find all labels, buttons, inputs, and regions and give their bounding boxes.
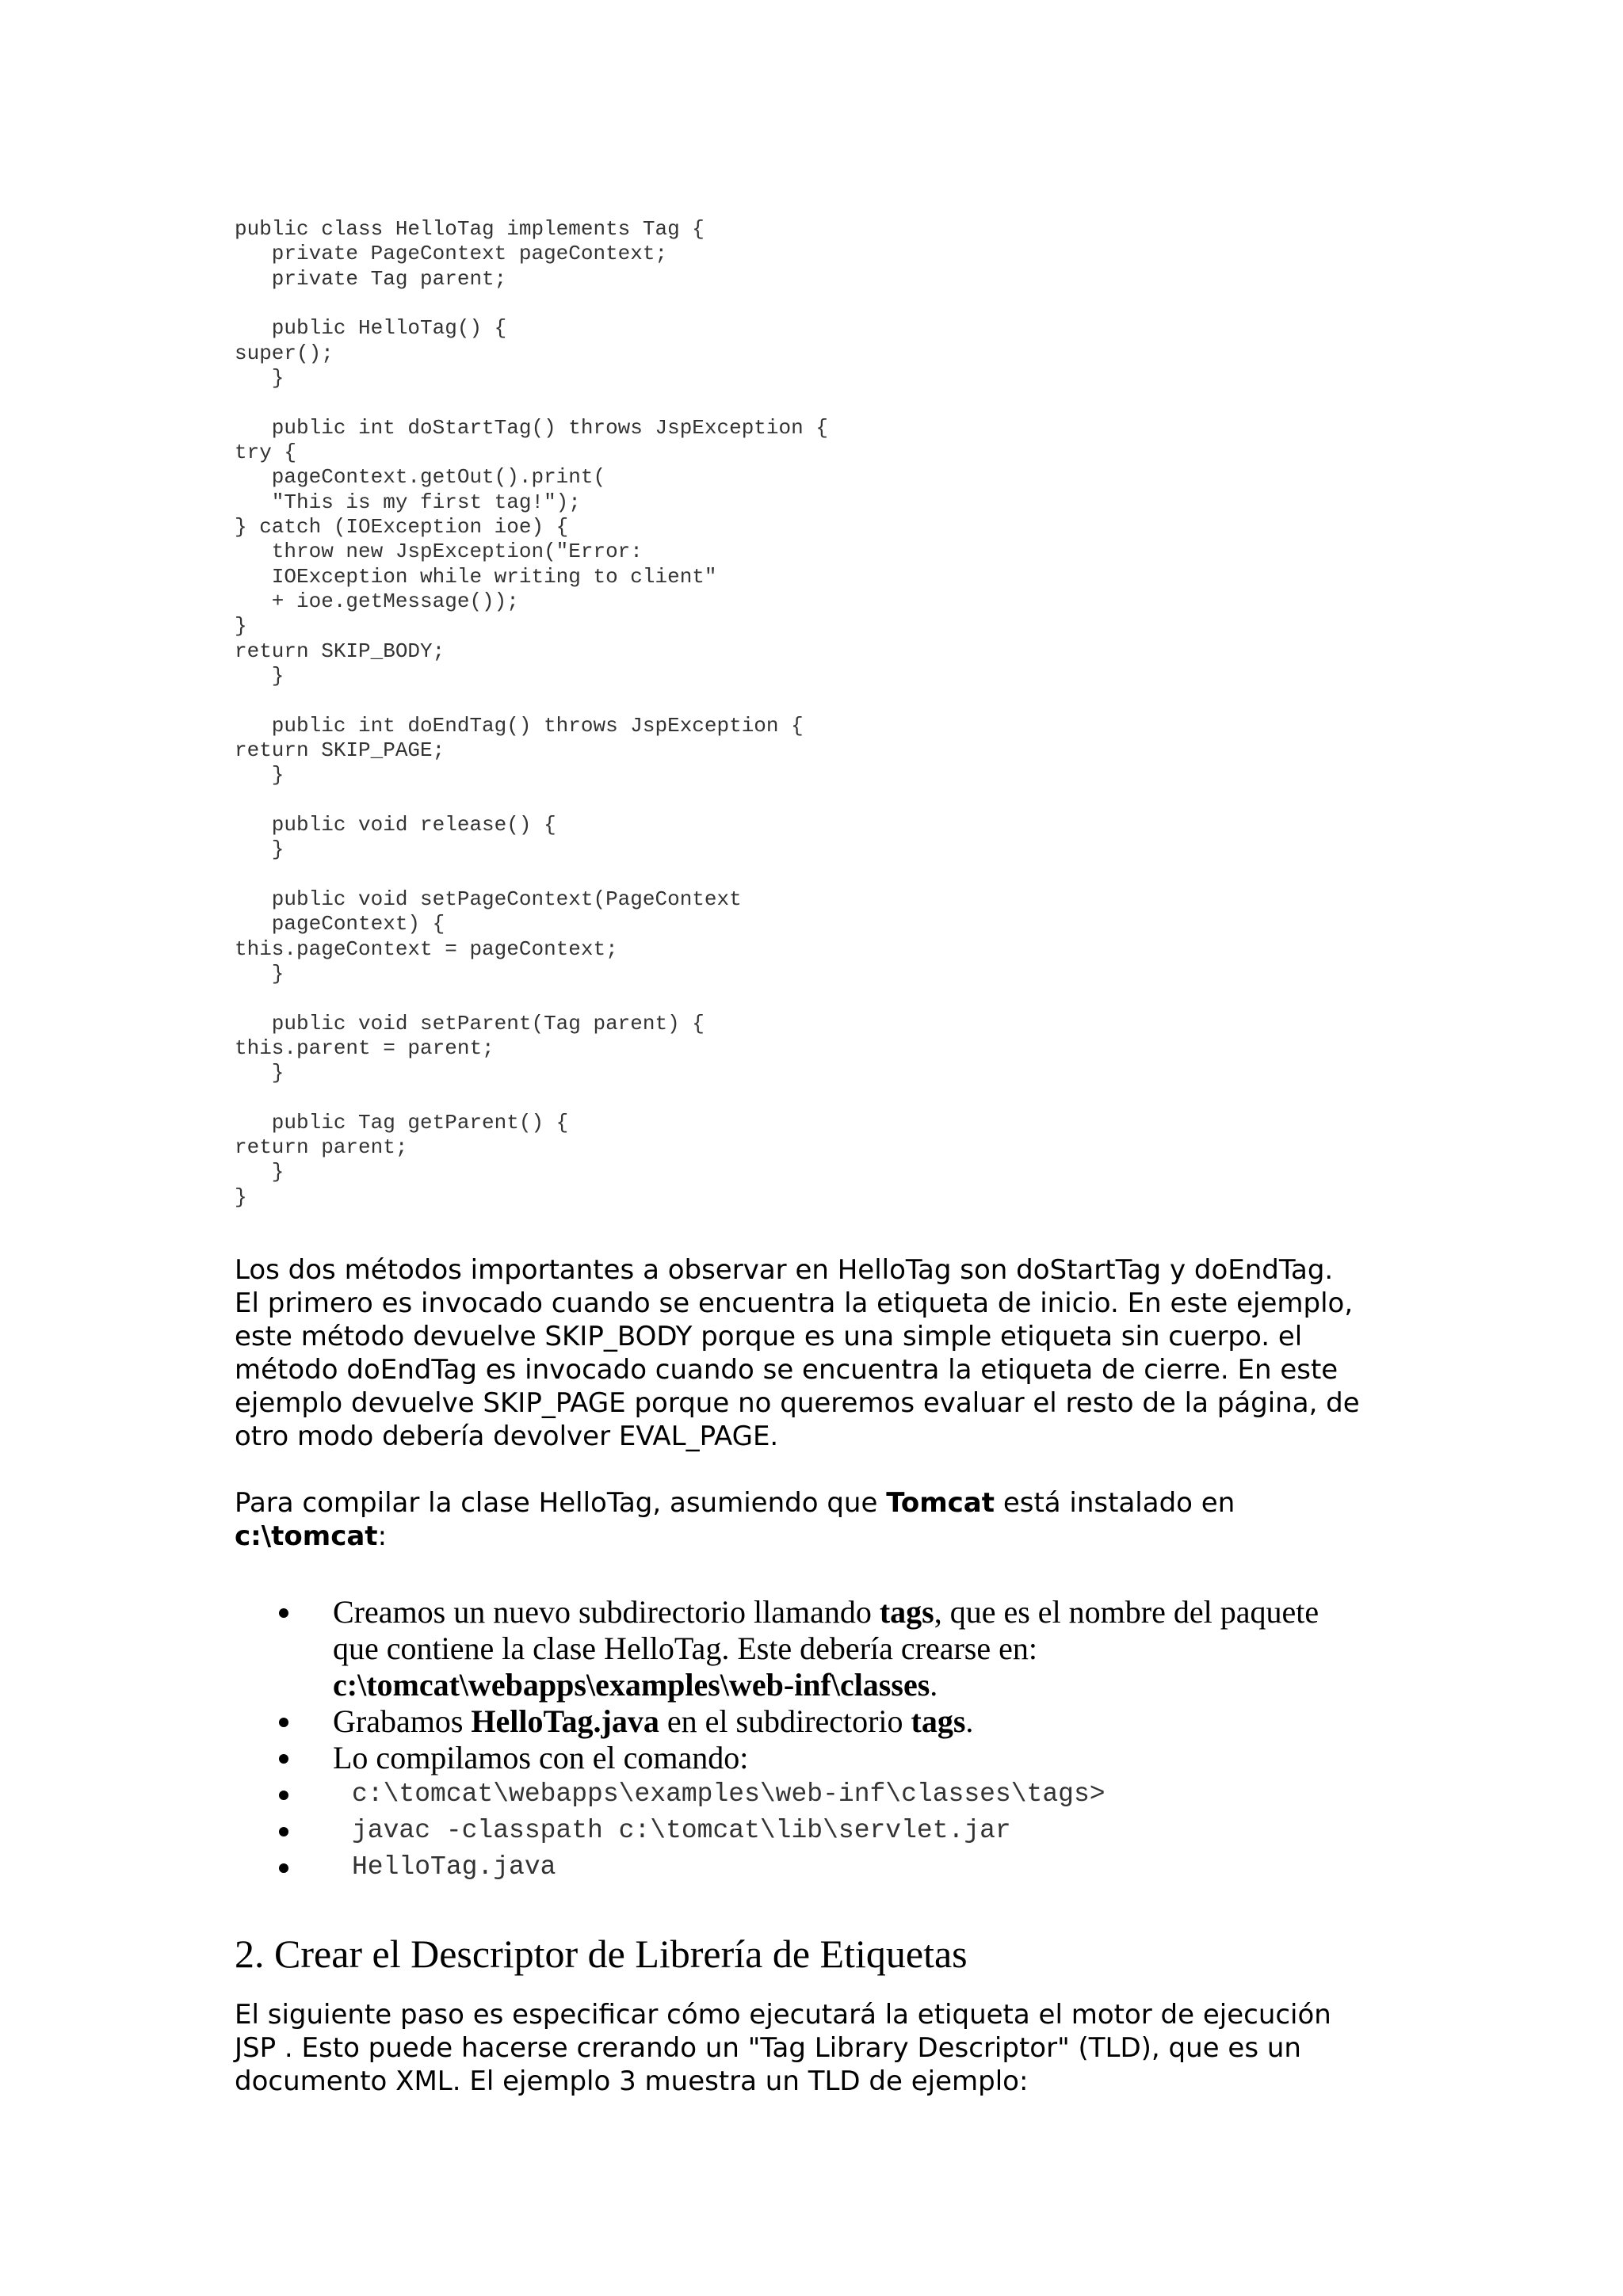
inline-text: Grabamos	[333, 1703, 472, 1739]
code-line: this.pageContext = pageContext;	[235, 936, 618, 961]
paragraph-line: ejemplo devuelve SKIP_PAGE porque no queremos evaluar el resto de la página, de	[235, 1387, 1360, 1419]
code-line	[235, 863, 828, 887]
bullet-dot-icon	[279, 1754, 288, 1764]
section-heading: 2. Crear el Descriptor de Librería de Etiquetas	[235, 1932, 968, 1976]
code-line: throw new JspException("Error:	[235, 540, 643, 564]
bold-term-hellotag-java: HelloTag.java	[471, 1703, 659, 1739]
inline-text: .	[930, 1667, 938, 1703]
code-line: public void setParent(Tag parent) {	[235, 1011, 705, 1035]
tld-intro-paragraph	[235, 1998, 1423, 2098]
code-line	[235, 986, 828, 1011]
code-line	[235, 391, 828, 415]
explanation-paragraph	[235, 1253, 1423, 1453]
bullet-dot-icon	[279, 1827, 288, 1836]
code-line: }	[235, 837, 285, 862]
compile-intro-paragraph	[235, 1486, 1423, 1553]
code-line	[235, 1085, 828, 1110]
code-line: public int doEndTag() throws JspException {	[235, 713, 804, 738]
paragraph-line: método doEndTag es invocado cuando se encuentra la etiqueta de cierre. En este	[235, 1354, 1338, 1386]
list-item	[277, 1740, 1426, 1776]
code-line: }	[235, 763, 285, 788]
bold-path-tomcat: c:\tomcat	[235, 1520, 378, 1552]
list-item-line	[333, 1667, 1426, 1703]
list-item-code	[277, 1813, 1426, 1849]
code-line: public int doStartTag() throws JspException {	[235, 415, 828, 440]
code-line: }	[235, 1160, 285, 1184]
code-line: } catch (IOException ioe) {	[235, 514, 569, 539]
bold-term-tags: tags	[879, 1594, 934, 1630]
paragraph-line: este método devuelve SKIP_BODY porque es una simple etiqueta sin cuerpo. el	[235, 1321, 1303, 1352]
list-item	[277, 1594, 1426, 1703]
code-line: pageContext) {	[235, 912, 445, 936]
list-item-text	[333, 1594, 1426, 1703]
code-line: return SKIP_BODY;	[235, 639, 445, 663]
code-line: this.parent = parent;	[235, 1035, 495, 1060]
inline-text: Para compilar la clase HelloTag, asumiendo que	[235, 1487, 887, 1519]
bold-term-tomcat: Tomcat	[886, 1487, 995, 1519]
paragraph-line: documento XML. El ejemplo 3 muestra un TLD de ejemplo:	[235, 2065, 1029, 2097]
code-line: public void setPageContext(PageContext	[235, 887, 742, 911]
paragraph-line	[235, 1520, 1423, 1553]
code-line: }	[235, 961, 285, 986]
code-line: public HelloTag() {	[235, 316, 507, 341]
code-line: public class HelloTag implements Tag {	[235, 217, 705, 241]
inline-text: .	[965, 1703, 974, 1739]
list-item-line	[333, 1594, 1426, 1630]
java-code-listing	[235, 217, 828, 1210]
list-item-text	[333, 1703, 1426, 1740]
code-line	[235, 292, 828, 316]
code-line: }	[235, 365, 285, 390]
code-line: }	[235, 1184, 247, 1209]
code-line: try {	[235, 440, 297, 464]
code-line: return parent;	[235, 1135, 408, 1160]
paragraph-line: otro modo debería devolver EVAL_PAGE.	[235, 1421, 779, 1452]
inline-text: en el subdirectorio	[659, 1703, 911, 1739]
code-line: public void release() {	[235, 812, 556, 837]
list-item-line: que contiene la clase HelloTag. Este debería crearse en:	[333, 1630, 1037, 1666]
bold-path-classes: c:\tomcat\webapps\examples\web-inf\classes	[333, 1667, 930, 1703]
inline-text: Creamos un nuevo subdirectorio llamando	[333, 1594, 880, 1630]
code-line: super();	[235, 341, 334, 365]
code-line: private Tag parent;	[235, 266, 507, 291]
code-line	[235, 688, 828, 713]
code-line: }	[235, 1061, 285, 1085]
command-line-text: HelloTag.java	[352, 1852, 556, 1882]
paragraph-line: El siguiente paso es especificar cómo ejecutará la etiqueta el motor de ejecución	[235, 1999, 1331, 2031]
paragraph-line	[235, 1486, 1423, 1520]
code-line: pageContext.getOut().print(	[235, 465, 606, 490]
bullet-dot-icon	[279, 1791, 288, 1800]
code-line: }	[235, 663, 285, 688]
inline-text: está instalado en	[995, 1487, 1235, 1519]
command-line-text: c:\tomcat\webapps\examples\web-inf\classes\tags>	[352, 1779, 1106, 1809]
inline-text: , que es el nombre del paquete	[934, 1594, 1319, 1630]
code-line: }	[235, 614, 247, 639]
paragraph-line: JSP . Esto puede hacerse crerando un "Tag Library Descriptor" (TLD), que es un	[235, 2032, 1301, 2064]
code-line: + ioe.getMessage());	[235, 589, 519, 613]
code-line: public Tag getParent() {	[235, 1110, 569, 1135]
bullet-dot-icon	[279, 1608, 288, 1618]
inline-text: :	[377, 1520, 388, 1552]
list-item-text: Lo compilamos con el comando:	[333, 1740, 749, 1775]
list-item	[277, 1703, 1426, 1740]
code-line: private PageContext pageContext;	[235, 242, 668, 266]
bullet-dot-icon	[279, 1863, 288, 1873]
list-item-code	[277, 1776, 1426, 1813]
bold-term-tags: tags	[911, 1703, 966, 1739]
code-line: "This is my first tag!");	[235, 490, 581, 514]
code-line	[235, 788, 828, 813]
paragraph-line: Los dos métodos importantes a observar en HelloTag son doStartTag y doEndTag.	[235, 1254, 1334, 1286]
code-line: IOException while writing to client"	[235, 564, 717, 589]
paragraph-line: El primero es invocado cuando se encuentra la etiqueta de inicio. En este ejemplo,	[235, 1287, 1354, 1319]
bullet-dot-icon	[279, 1718, 288, 1727]
command-line-text: javac -classpath c:\tomcat\lib\servlet.jar	[352, 1816, 1011, 1845]
compile-steps-list	[277, 1594, 1426, 1886]
code-line: return SKIP_PAGE;	[235, 738, 445, 762]
list-item-code	[277, 1849, 1426, 1886]
